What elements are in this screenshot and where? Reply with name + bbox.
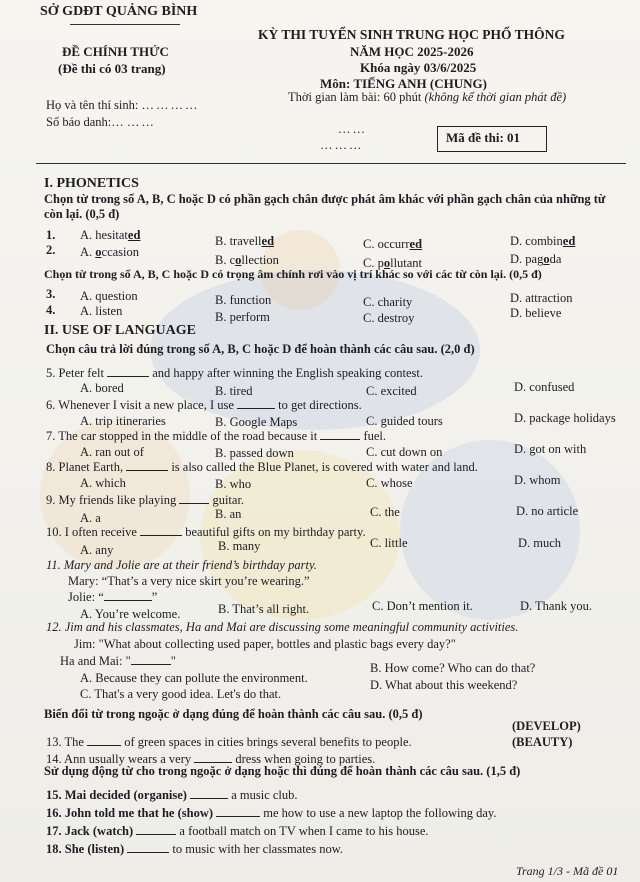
q10-post: beautiful gifts on my birthday party.	[185, 525, 366, 539]
question-6-stem	[46, 398, 362, 413]
q2-b-pre: B. c	[215, 253, 236, 267]
q6-option-b[interactable]: B. Google Maps	[215, 415, 298, 429]
dotted-fill: ……	[338, 122, 367, 136]
q9-option-b[interactable]: B. an	[215, 507, 242, 521]
question-7-stem	[46, 429, 386, 444]
q2-b-underline: o	[235, 253, 242, 267]
q7-option-a[interactable]: A. ran out of	[80, 445, 144, 459]
question-11-stem: 11. Mary and Jolie are at their friend’s birthday party.	[46, 558, 317, 572]
exam-date: Khóa ngày 03/6/2025	[360, 60, 477, 75]
exam-title: KỲ THI TUYỂN SINH TRUNG HỌC PHỔ THÔNG	[258, 27, 565, 42]
q3-option-d[interactable]: D. attraction	[510, 291, 573, 305]
question-12-stem: 12. Jim and his classmates, Ha and Mai are discussing some meaningful community activities.	[46, 620, 519, 634]
q2-c-pre: C. p	[363, 256, 384, 270]
q1-option-b[interactable]	[215, 234, 274, 249]
q12-option-d[interactable]: D. What about this weekend?	[370, 678, 518, 692]
q15-post: a music club.	[231, 788, 298, 802]
question-16-stem	[46, 806, 496, 821]
time-allowed	[288, 90, 566, 105]
q8-blank[interactable]	[126, 460, 168, 471]
q12-jim-line: Jim: "What about collecting used paper, bottles and plastic bags every day?"	[74, 637, 456, 651]
q7-option-b[interactable]: B. passed down	[215, 446, 294, 460]
q8-post: is also called the Blue Planet, is covered with water and land.	[171, 460, 478, 474]
q16-pre: 16. John told me that he (show)	[46, 806, 214, 820]
q8-pre: 8. Planet Earth,	[46, 460, 124, 474]
q3-option-c[interactable]: C. charity	[363, 295, 413, 309]
page-count-note: (Đề thi có 03 trang)	[58, 61, 166, 76]
q9-option-c[interactable]: C. the	[370, 505, 400, 519]
department-name: SỞ GDĐT QUẢNG BÌNH	[40, 4, 198, 19]
q6-pre: 6. Whenever I visit a new place, I use	[46, 398, 234, 412]
q2-d-pre: D. pag	[510, 252, 544, 266]
q9-option-a[interactable]: A. a	[80, 511, 101, 525]
q8-option-b[interactable]: B. who	[215, 477, 252, 491]
q14-pre: 14. Ann usually wears a very	[46, 752, 192, 766]
q18-pre: 18. She (listen)	[46, 842, 125, 856]
q2-a-underline: o	[95, 245, 102, 259]
q11-jolie-post: ”	[151, 590, 158, 604]
q6-option-d[interactable]: D. package holidays	[514, 411, 616, 425]
q12-option-c[interactable]: C. That's a very good idea. Let's do that.	[80, 687, 282, 701]
q11-option-a[interactable]: A. You’re welcome.	[80, 607, 181, 621]
q13-post: of green spaces in cities brings several benefits to people.	[124, 735, 412, 749]
q8-option-d[interactable]: D. whom	[514, 473, 561, 487]
q6-post: to get directions.	[278, 398, 362, 412]
q2-b-post: llection	[241, 253, 279, 267]
q10-blank[interactable]	[140, 525, 182, 536]
question-2-number: 2.	[46, 243, 56, 257]
official-label: ĐỀ CHÍNH THỨC	[62, 44, 169, 59]
q14-post: dress when going to parties.	[235, 752, 376, 766]
question-18-stem	[46, 842, 343, 857]
candidate-id-label: Số báo danh:…	[46, 115, 124, 129]
candidate-name-label: Họ và tên thí sinh:	[46, 98, 139, 112]
q10-option-b[interactable]: B. many	[218, 539, 261, 553]
q2-c-post: llutant	[390, 256, 423, 270]
page-footer: Trang 1/3 - Mã đề 01	[516, 864, 619, 878]
q1-a-underline: ed	[127, 228, 141, 242]
subject-label: Môn: TIẾNG ANH (CHUNG)	[320, 76, 487, 91]
q5-option-a[interactable]: A. bored	[80, 381, 124, 395]
q12-hamai-post: "	[170, 654, 176, 668]
wordform-instruction: Biến đổi từ trong ngoặc ở dạng đúng để hoàn thành các câu sau. (0,5 đ)	[44, 707, 423, 721]
q16-post: me how to use a new laptop the following day.	[263, 806, 497, 820]
q14-blank[interactable]	[194, 752, 232, 763]
question-10-stem	[46, 525, 366, 540]
verbform-instruction: Sử dụng động từ cho trong ngoặc ở dạng hoặc thì đúng để hoàn thành các câu sau. (1,5 đ)	[44, 764, 521, 778]
q6-option-c[interactable]: C. guided tours	[366, 414, 443, 428]
question-13-stem	[46, 735, 412, 750]
question-17-stem	[46, 824, 429, 839]
q12-ha-mai-line	[60, 654, 176, 669]
phonetics-instruction-1: Chọn từ trong số A, B, C hoặc D có phần gạch chân được phát âm khác với phần gạch chân của những từ còn lại. (0,5 đ)	[44, 192, 606, 221]
q7-post: fuel.	[363, 429, 387, 443]
q11-option-d[interactable]: D. Thank you.	[520, 599, 592, 613]
question-4-number: 4.	[46, 303, 56, 317]
header-divider	[36, 163, 626, 164]
q1-option-c[interactable]	[363, 237, 422, 252]
q12-blank[interactable]	[131, 654, 171, 665]
language-instruction: Chọn câu trả lời đúng trong số A, B, C hoặc D để hoàn thành các câu sau. (2,0 đ)	[46, 342, 475, 356]
q17-post: a football match on TV when I came to his house.	[179, 824, 429, 838]
q2-d-underline: o	[543, 252, 550, 266]
q2-c-underline: o	[383, 256, 391, 270]
q15-blank[interactable]	[190, 788, 228, 799]
q5-post: and happy after winning the English speaking contest.	[152, 366, 423, 380]
q10-option-a[interactable]: A. any	[80, 543, 114, 557]
q13-pre: 13. The	[46, 735, 84, 749]
q12-hamai-pre: Ha and Mai: "	[60, 654, 131, 668]
question-9-stem	[46, 493, 244, 508]
q13-blank[interactable]	[87, 735, 121, 746]
q2-d-post: da	[549, 252, 562, 266]
q4-option-a[interactable]: A. listen	[80, 304, 123, 318]
q13-hint: (DEVELOP)	[512, 719, 581, 733]
q2-option-a[interactable]	[80, 245, 139, 260]
q11-jolie-line	[68, 590, 157, 605]
q12-option-b[interactable]: B. How come? Who can do that?	[370, 661, 536, 675]
q11-option-b[interactable]: B. That’s all right.	[218, 602, 310, 616]
q1-d-underline: ed	[562, 234, 576, 248]
q2-option-b[interactable]	[215, 253, 279, 268]
q5-blank[interactable]	[107, 366, 149, 377]
q7-blank[interactable]	[320, 429, 360, 440]
q5-option-b[interactable]: B. tired	[215, 384, 253, 398]
time-prefix: Thời gian làm bài: 60 phút	[288, 90, 422, 104]
q3-option-b[interactable]: B. function	[215, 293, 272, 307]
q5-option-c[interactable]: C. excited	[366, 384, 417, 398]
q1-option-d[interactable]	[510, 234, 575, 249]
q10-option-c[interactable]: C. little	[370, 536, 408, 550]
q1-b-text: B. travell	[215, 234, 262, 248]
q9-blank[interactable]	[179, 493, 209, 504]
q18-post: to music with her classmates now.	[172, 842, 344, 856]
q2-a-pre: A.	[80, 245, 96, 259]
q11-mary-line: Mary: “That’s a very nice skirt you’re wearing.”	[68, 574, 310, 588]
q3-option-a[interactable]: A. question	[80, 289, 138, 303]
q9-post: guitar.	[212, 493, 245, 507]
q10-pre: 10. I often receive	[46, 525, 137, 539]
q7-option-d[interactable]: D. got on with	[514, 442, 587, 456]
q17-pre: 17. Jack (watch)	[46, 824, 134, 838]
q12-option-a[interactable]: A. Because they can pollute the environment.	[80, 671, 308, 685]
q8-option-c[interactable]: C. whose	[366, 476, 413, 490]
q4-option-c[interactable]: C. destroy	[363, 311, 415, 325]
q11-jolie-pre: Jolie: “	[68, 590, 104, 604]
q1-d-text: D. combin	[510, 234, 563, 248]
q7-option-c[interactable]: C. cut down on	[366, 445, 443, 459]
exam-code: Mã đề thi: 01	[446, 130, 521, 145]
dotted-fill-2: ………	[320, 138, 364, 152]
q6-option-a[interactable]: A. trip itineraries	[80, 414, 166, 428]
q5-pre: 5. Peter felt	[46, 366, 104, 380]
phonetics-instruction-2: Chọn từ trong số A, B, C hoặc D có trọng âm chính rơi vào vị trí khác so với các từ còn lại. (0,5 đ)	[44, 267, 542, 281]
q2-a-post: ccasion	[101, 245, 140, 259]
q5-option-d[interactable]: D. confused	[514, 380, 575, 394]
q4-option-d[interactable]: D. believe	[510, 306, 562, 320]
q2-option-d[interactable]	[510, 252, 561, 267]
q10-option-d[interactable]: D. much	[518, 536, 562, 550]
q1-a-text: A. hesitat	[80, 228, 128, 242]
q1-b-underline: ed	[261, 234, 275, 248]
question-8-stem	[46, 460, 478, 475]
time-note: (không kể thời gian phát đề)	[424, 90, 567, 104]
q1-option-a[interactable]	[80, 228, 140, 243]
q15-pre: 15. Mai decided (organise)	[46, 788, 187, 802]
q18-blank[interactable]	[127, 842, 169, 853]
q4-option-b[interactable]: B. perform	[215, 310, 270, 324]
q9-pre: 9. My friends like playing	[46, 493, 177, 507]
candidate-name-field: Họ và tên thí sinh: …………	[46, 98, 200, 112]
q14-hint: (BEAUTY)	[512, 735, 573, 749]
q1-c-underline: ed	[409, 237, 423, 251]
department-underline	[70, 24, 180, 25]
q9-option-d[interactable]: D. no article	[516, 504, 579, 518]
question-1-number: 1.	[46, 228, 56, 242]
section-phonetics-title: I. PHONETICS	[44, 176, 139, 191]
q1-c-text: C. occurr	[363, 237, 410, 251]
section-language-title: II. USE OF LANGUAGE	[44, 323, 196, 338]
q11-blank[interactable]	[104, 590, 152, 601]
candidate-id-field: Số báo danh:… ……	[46, 115, 156, 129]
q6-blank[interactable]	[237, 398, 275, 409]
question-15-stem	[46, 788, 298, 803]
question-5-stem	[46, 366, 423, 381]
q11-option-c[interactable]: C. Don’t mention it.	[372, 599, 473, 613]
school-year: NĂM HỌC 2025-2026	[350, 44, 474, 59]
q17-blank[interactable]	[136, 824, 176, 835]
q8-option-a[interactable]: A. which	[80, 476, 126, 490]
question-3-number: 3.	[46, 287, 56, 301]
q16-blank[interactable]	[216, 806, 260, 817]
q7-pre: 7. The car stopped in the middle of the road because it	[46, 429, 318, 443]
